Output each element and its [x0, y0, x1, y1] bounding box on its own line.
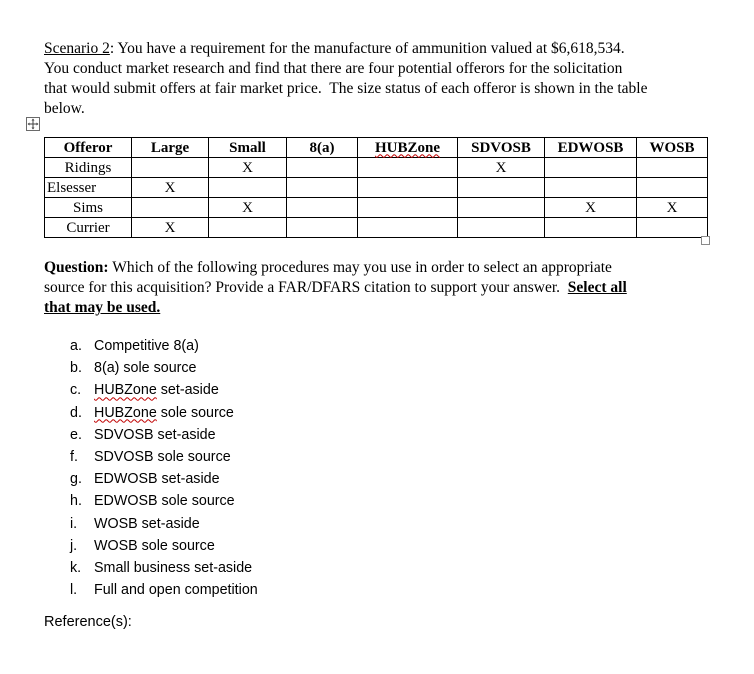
scenario-label: Scenario 2	[44, 40, 110, 57]
option-text: EDWOSB sole source	[94, 493, 235, 510]
table-row	[45, 218, 708, 238]
cell: X	[545, 198, 637, 218]
question-emphasis-1: Select all	[567, 279, 627, 296]
option-text: WOSB set-aside	[94, 515, 200, 532]
header-small: Small	[209, 138, 287, 158]
scenario-line-1: You have a requirement for the manufacture of ammunition valued at $6,618,534.	[114, 40, 625, 57]
list-item: e. SDVOSB set-aside	[70, 426, 216, 443]
option-text: Competitive 8(a)	[94, 338, 199, 354]
cell	[287, 218, 358, 238]
cell	[458, 198, 545, 218]
cell	[209, 218, 287, 238]
question-line-2: source for this acquisition? Provide a FAR/DFARS citation to support your answer.	[44, 279, 568, 296]
header-edwosb: EDWOSB	[545, 138, 637, 158]
table-move-handle-icon[interactable]	[26, 117, 40, 131]
list-item: a. Competitive 8(a)	[70, 338, 199, 354]
list-item: g. EDWOSB set-aside	[70, 471, 220, 488]
question-line-1: Which of the following procedures may you use in order to select an appropriate	[108, 259, 612, 276]
list-item: h. EDWOSB sole source	[70, 493, 235, 510]
option-text: set-aside	[156, 382, 219, 399]
option-text: 8(a) sole source	[94, 360, 197, 377]
cell	[458, 178, 545, 198]
option-text: SDVOSB set-aside	[94, 426, 216, 443]
cell-offeror-currier: Currier	[45, 218, 132, 238]
list-item: j. WOSB sole source	[70, 537, 215, 554]
cell	[358, 198, 458, 218]
question-label: Question:	[44, 259, 109, 276]
question-emphasis-2: that may be used.	[44, 299, 161, 316]
list-item: c. HUBZone set-aside	[70, 382, 219, 399]
cell	[287, 198, 358, 218]
list-item: i. WOSB set-aside	[70, 515, 200, 532]
reference-label: Reference(s):	[44, 614, 132, 630]
cell: X	[132, 178, 209, 198]
header-8a: 8(a)	[287, 138, 358, 158]
cell	[637, 178, 708, 198]
cell	[287, 158, 358, 178]
cell	[358, 158, 458, 178]
list-item: f. SDVOSB sole source	[70, 448, 231, 465]
list-item: b. 8(a) sole source	[70, 360, 197, 377]
table-row	[45, 178, 708, 198]
scenario-colon: :	[109, 40, 115, 57]
option-text: Small business set-aside	[94, 559, 253, 576]
header-sdvosb: SDVOSB	[458, 138, 545, 158]
option-text-hubzone: HUBZone	[94, 382, 157, 399]
header-large: Large	[132, 138, 209, 158]
scenario-line-4: below.	[44, 100, 85, 117]
cell	[132, 198, 209, 218]
cell: X	[132, 218, 209, 238]
scenario-line-2: You conduct market research and find that there are four potential offerors for the solicitation	[44, 60, 623, 77]
scenario-line-3: that would submit offers at fair market price. The size status of each offeror is shown in the table	[44, 80, 648, 97]
cell-offeror-ridings: Ridings	[45, 158, 132, 178]
cell: X	[209, 158, 287, 178]
option-text: SDVOSB sole source	[94, 448, 231, 465]
cell-offeror-elsesser: Elsesser	[45, 178, 132, 198]
offeror-size-table	[44, 137, 708, 238]
cell	[358, 218, 458, 238]
list-item: l. Full and open competition	[70, 582, 258, 599]
cell	[545, 178, 637, 198]
question-paragraph	[44, 258, 712, 318]
option-text-hubzone: HUBZone	[94, 404, 157, 421]
cell	[287, 178, 358, 198]
cell	[637, 158, 708, 178]
cell	[637, 218, 708, 238]
option-text: WOSB sole source	[94, 537, 215, 554]
cell	[209, 178, 287, 198]
header-hubzone: HUBZone	[358, 138, 458, 158]
list-item: k. Small business set-aside	[70, 559, 253, 576]
list-item: d. HUBZone sole source	[70, 404, 234, 421]
header-offeror: Offeror	[45, 138, 132, 158]
cell: X	[637, 198, 708, 218]
option-text: EDWOSB set-aside	[94, 471, 220, 488]
answer-options-list	[70, 335, 258, 601]
option-text: Full and open competition	[94, 582, 258, 599]
cell	[458, 218, 545, 238]
table-row	[45, 198, 708, 218]
cell	[545, 158, 637, 178]
header-wosb: WOSB	[637, 138, 708, 158]
cell-offeror-sims: Sims	[45, 198, 132, 218]
cell	[545, 218, 637, 238]
cell	[132, 158, 209, 178]
cell	[358, 178, 458, 198]
scenario-paragraph	[44, 39, 712, 119]
table-row	[45, 158, 708, 178]
table-header-row	[45, 138, 708, 158]
option-text: sole source	[156, 404, 234, 421]
cell: X	[209, 198, 287, 218]
cell: X	[458, 158, 545, 178]
table-resize-handle[interactable]	[701, 236, 710, 245]
